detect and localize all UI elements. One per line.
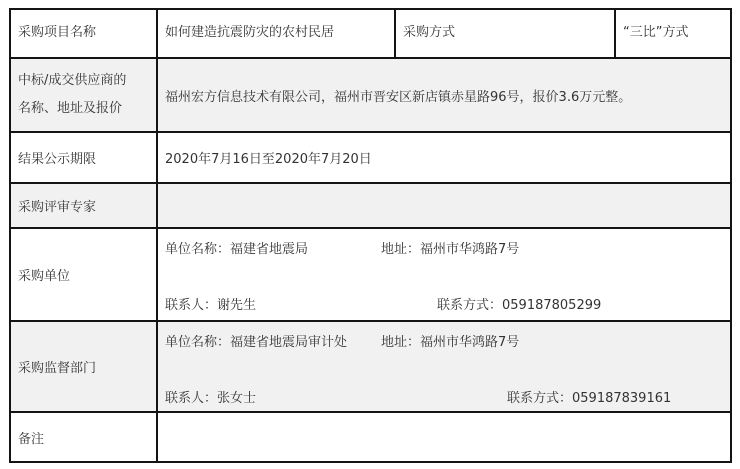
purchasing-unit-contact: 联系人：谢先生 (165, 298, 257, 313)
publicity-period-value: 2020年7月16日至2020年7月20日 (165, 152, 372, 167)
procurement-method-value: “三比”方式 (623, 25, 689, 40)
supplier-value: 福州宏方信息技术有限公司，福州市晋安区新店镇赤星路96号，报价3.6万元整。 (165, 89, 632, 105)
purchasing-unit-value-cell (157, 228, 731, 321)
project-name-label-cell (10, 9, 157, 58)
procurement-result-table (9, 8, 732, 463)
supervision-dept-name: 单位名称：福建省地震局审计处 (165, 335, 348, 350)
supervision-dept-value-cell (157, 321, 731, 412)
supervision-dept-contact: 联系人：张女士 (165, 391, 257, 406)
supplier-label-cell (10, 58, 157, 132)
review-experts-label-cell (10, 183, 157, 228)
table-row-supervision-dept (10, 321, 731, 412)
publicity-period-value-cell (157, 132, 731, 183)
purchasing-unit-label: 采购单位 (18, 269, 71, 284)
supervision-dept-line1 (165, 331, 722, 350)
purchasing-unit-line1 (165, 238, 722, 257)
table-row-purchasing-unit (10, 228, 731, 321)
supplier-value-cell (157, 58, 731, 132)
purchasing-unit-phone: 联系方式：059187805299 (437, 298, 602, 313)
review-experts-value-cell (157, 183, 731, 228)
supervision-dept-phone: 联系方式：059187839161 (507, 391, 672, 406)
supplier-label-line2: 名称、地址及报价 (18, 101, 123, 116)
project-name-label: 采购项目名称 (18, 25, 97, 40)
table-row-supplier (10, 58, 731, 132)
supervision-dept-line2 (165, 387, 722, 406)
procurement-method-label-cell (395, 9, 615, 58)
purchasing-unit-line2 (165, 294, 722, 313)
supervision-dept-address: 地址：福州市华鸿路7号 (381, 335, 520, 350)
remarks-label: 备注 (18, 431, 45, 447)
procurement-method-label: 采购方式 (403, 25, 456, 40)
table-row-remarks (10, 412, 731, 462)
purchasing-unit-label-cell (10, 228, 157, 321)
table-row-review-experts (10, 183, 731, 228)
remarks-label-cell (10, 412, 157, 462)
supplier-label-line1: 中标/成交供应商的 (18, 73, 127, 88)
publicity-period-label: 结果公示期限 (18, 152, 97, 167)
purchasing-unit-address: 地址：福州市华鸿路7号 (381, 242, 520, 257)
purchasing-unit-name: 单位名称：福建省地震局 (165, 242, 309, 257)
review-experts-label: 采购评审专家 (18, 200, 97, 215)
table-row-publicity-period (10, 132, 731, 183)
publicity-period-label-cell (10, 132, 157, 183)
table-row-project (10, 9, 731, 58)
supervision-dept-label: 采购监督部门 (18, 361, 97, 376)
remarks-value-cell (157, 412, 731, 462)
project-name-value: 如何建造抗震防灾的农村民居 (165, 25, 335, 40)
project-name-value-cell (157, 9, 395, 58)
supervision-dept-label-cell (10, 321, 157, 412)
procurement-method-value-cell (615, 9, 731, 58)
